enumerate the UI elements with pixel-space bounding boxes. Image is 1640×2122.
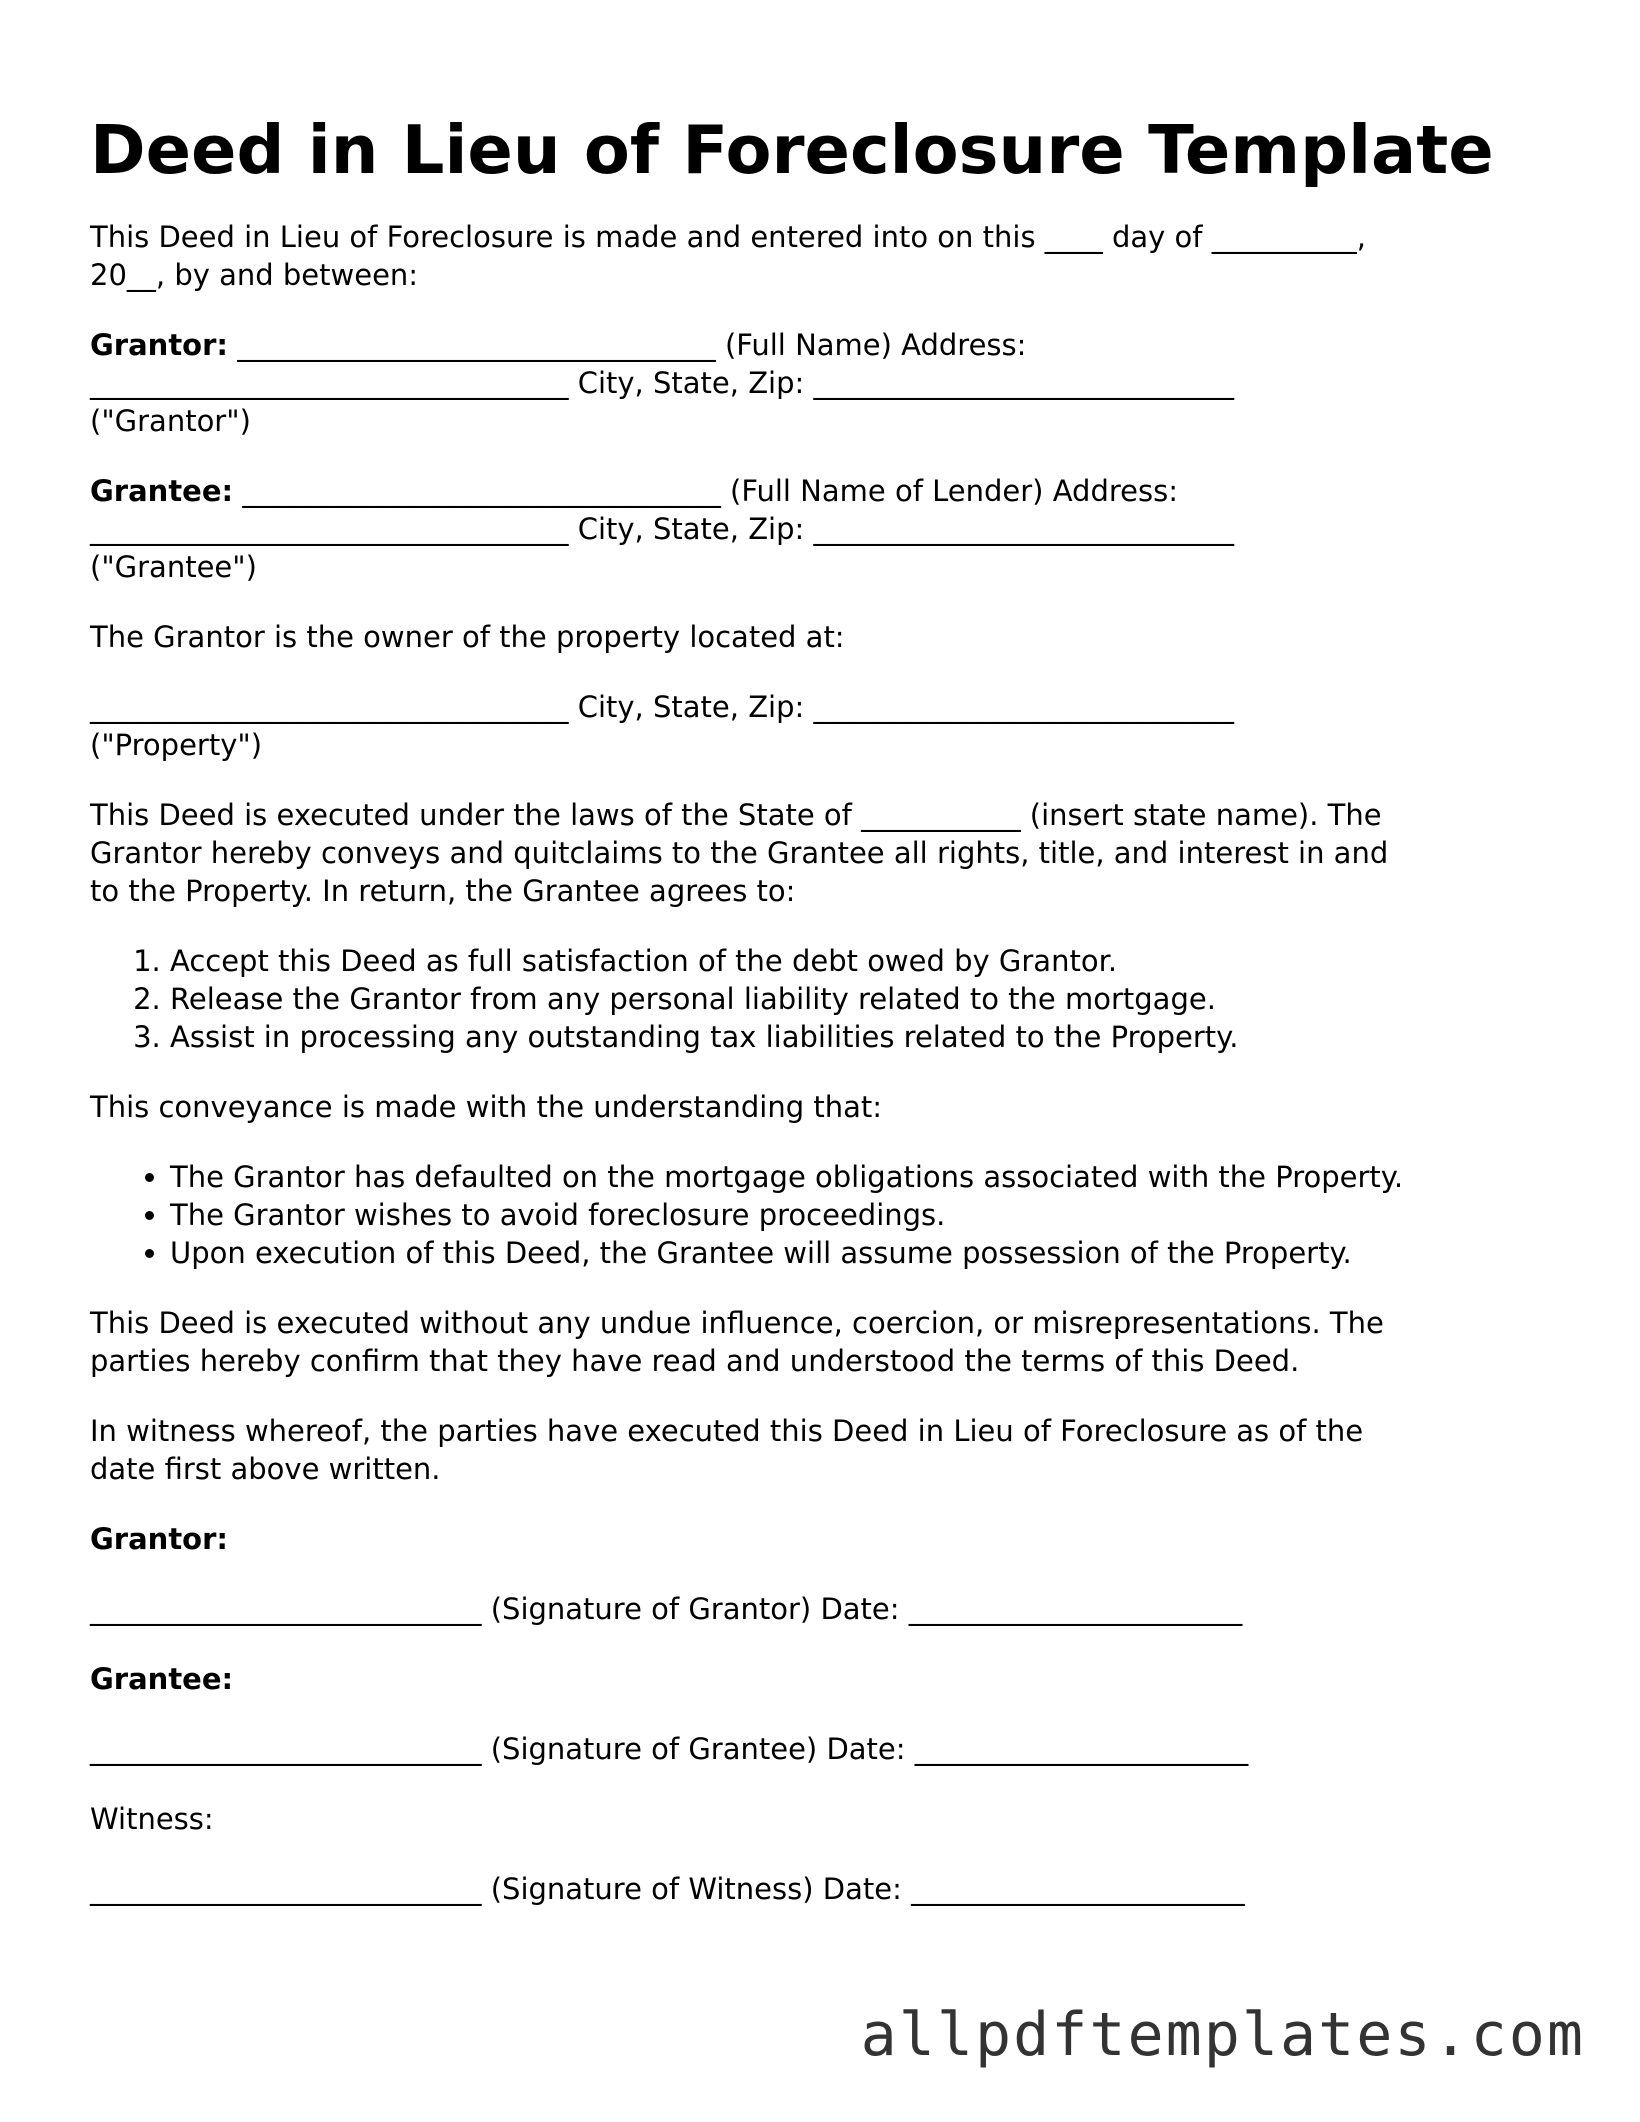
laws-paragraph — [90, 796, 1550, 910]
grantor-address-line: _________________________________ City, State, Zip: _____________________________ — [90, 366, 1235, 400]
property-designation: ("Property") — [90, 728, 263, 762]
grantor-label: Grantor: — [90, 328, 229, 362]
witness-signature-line: ___________________________ (Signature of Witness) Date: _______________________ — [90, 1872, 1245, 1906]
laws-line-3: to the Property. In return, the Grantee agrees to: — [90, 874, 796, 908]
witness-signature-heading: Witness: — [90, 1802, 214, 1836]
understanding-intro: This conveyance is made with the understanding that: — [90, 1090, 882, 1124]
list-item: 1. Accept this Deed as full satisfaction of the debt owed by Grantor. — [170, 942, 1550, 980]
grantee-label: Grantee: — [90, 474, 234, 508]
grantor-signature-heading: Grantor: — [90, 1522, 229, 1556]
list-item: 2. Release the Grantor from any personal liability related to the mortgage. — [170, 980, 1550, 1018]
list-item: • The Grantor wishes to avoid foreclosure proceedings. — [170, 1196, 1550, 1234]
grantee-signature-heading: Grantee: — [90, 1662, 234, 1696]
influence-line-1: This Deed is executed without any undue influence, coercion, or misrepresentations. The — [90, 1306, 1384, 1340]
list-item: • Upon execution of this Deed, the Grantee will assume possession of the Property. — [170, 1234, 1550, 1272]
witness-paragraph — [90, 1412, 1550, 1488]
page-title: Deed in Lieu of Foreclosure Template — [90, 111, 1494, 189]
watermark: allpdftemplates.com — [860, 2000, 1585, 2070]
grantor-designation: ("Grantor") — [90, 404, 251, 438]
property-block — [90, 688, 1550, 764]
laws-line-1: This Deed is executed under the laws of the State of ___________ (insert state name). The — [90, 798, 1382, 832]
grantee-signature-line: ___________________________ (Signature of Grantee) Date: _______________________ — [90, 1732, 1249, 1766]
property-intro: The Grantor is the owner of the property located at: — [90, 620, 845, 654]
influence-line-2: parties hereby confirm that they have read and understood the terms of this Deed. — [90, 1344, 1300, 1378]
list-item: 3. Assist in processing any outstanding tax liabilities related to the Property. — [170, 1018, 1550, 1056]
intro-line-1: This Deed in Lieu of Foreclosure is made and entered into on this ____ day of __________, — [90, 220, 1366, 254]
property-address-line: _________________________________ City, State, Zip: _____________________________ — [90, 690, 1235, 724]
grantor-signature-line: ___________________________ (Signature of Grantor) Date: _______________________ — [90, 1592, 1243, 1626]
intro-line-2: 20__, by and between: — [90, 258, 419, 292]
list-item: • The Grantor has defaulted on the mortgage obligations associated with the Property. — [170, 1158, 1550, 1196]
grantor-name-field: _________________________________ (Full Name) Address: — [228, 328, 1027, 362]
understandings-list — [90, 1158, 1550, 1272]
laws-line-2: Grantor hereby conveys and quitclaims to the Grantee all rights, title, and interest in and — [90, 836, 1389, 870]
grantee-block — [90, 472, 1550, 586]
agreements-list — [90, 942, 1550, 1056]
grantee-address-line: _________________________________ City, State, Zip: _____________________________ — [90, 512, 1235, 546]
witness-line-1: In witness whereof, the parties have executed this Deed in Lieu of Foreclosure as of the — [90, 1414, 1364, 1448]
intro-paragraph — [90, 218, 1550, 294]
witness-line-2: date first above written. — [90, 1452, 441, 1486]
grantee-designation: ("Grantee") — [90, 550, 257, 584]
grantor-block — [90, 326, 1550, 440]
influence-paragraph — [90, 1304, 1550, 1380]
grantee-name-field: _________________________________ (Full Name of Lender) Address: — [233, 474, 1178, 508]
